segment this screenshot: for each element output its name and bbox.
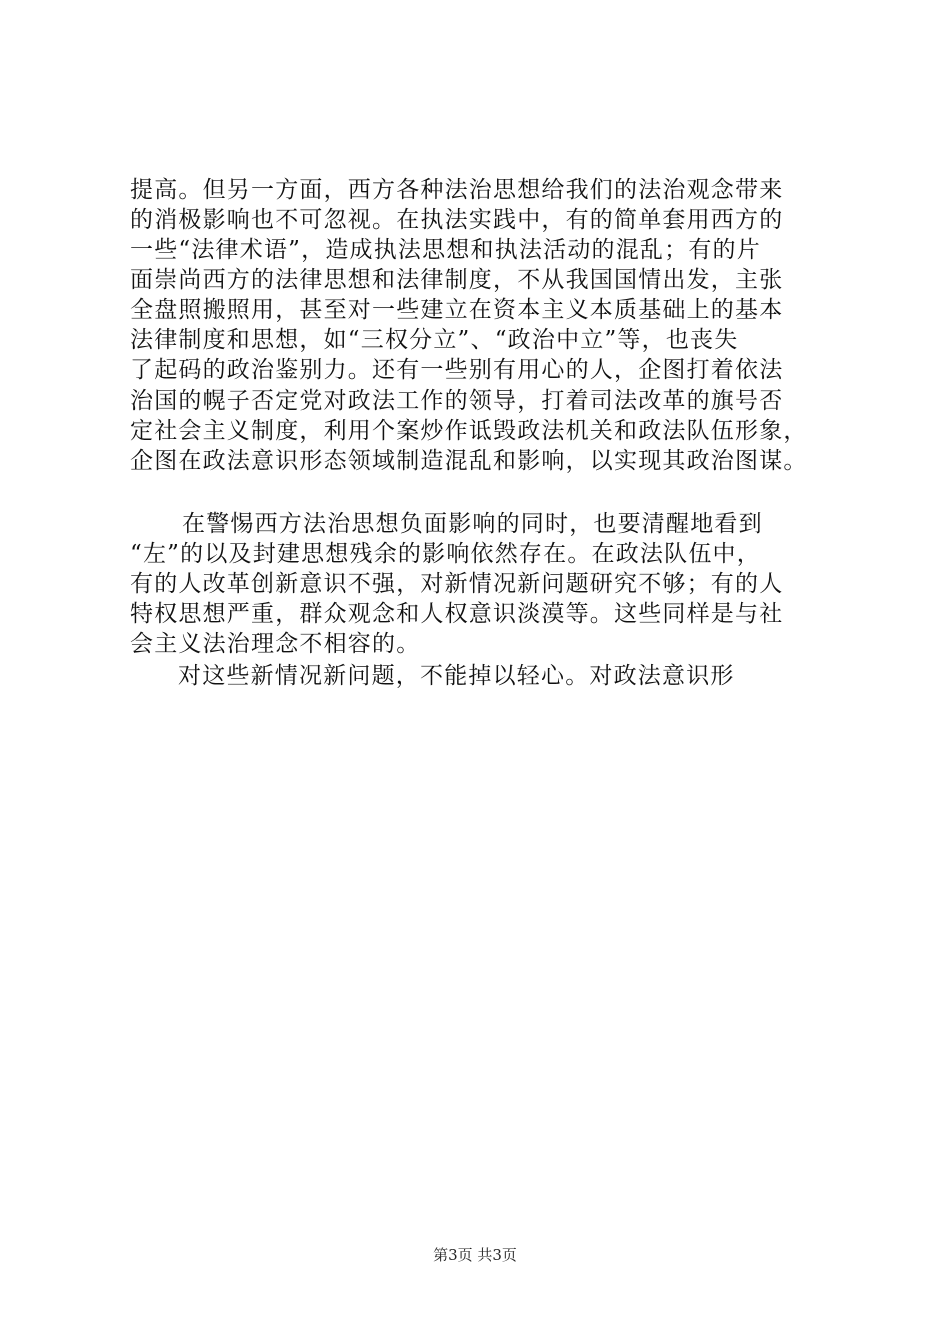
paragraph-line: 提高。但另一方面，西方各种法治思想给我们的法治观念带来 [130, 177, 784, 203]
paragraph-line: 会主义法治理念不相容的。 [130, 631, 421, 657]
paragraph-line: “左”的以及封建思想残余的影响依然存在。在政法队伍中， [130, 541, 761, 567]
paragraph-line: 了起码的政治鉴别力。还有一些别有用心的人，企图打着依法 [130, 357, 784, 383]
paragraph-line: 特权思想严重，群众观念和人权意识淡漠等。这些同样是与社 [130, 601, 784, 627]
paragraph-line: 治国的幌子否定党对政法工作的领导，打着司法改革的旗号否 [130, 388, 784, 414]
paragraph-line: 的消极影响也不可忽视。在执法实践中，有的简单套用西方的 [130, 207, 784, 233]
paragraph-line: 在警惕西方法治思想负面影响的同时，也要清醒地看到 [182, 511, 763, 537]
paragraph-line: 企图在政法意识形态领域制造混乱和影响，以实现其政治图谋。 [130, 448, 808, 474]
paragraph-line: 面崇尚西方的法律思想和法律制度，不从我国国情出发，主张 [130, 267, 784, 293]
paragraph-line: 法律制度和思想，如“三权分立”、“政治中立”等，也丧失 [130, 327, 739, 353]
page-footer: 第3页 共3页 [433, 1246, 517, 1264]
paragraph-line: 定社会主义制度，利用个案炒作诋毁政法机关和政法队伍形象， [130, 418, 808, 444]
paragraph-line: 有的人改革创新意识不强，对新情况新问题研究不够；有的人 [130, 571, 784, 597]
paragraph-line: 对这些新情况新问题，不能掉以轻心。对政法意识形 [178, 663, 735, 689]
paragraph-line: 全盘照搬照用，甚至对一些建立在资本主义本质基础上的基本 [130, 297, 784, 323]
paragraph-line: 一些“法律术语”，造成执法思想和执法活动的混乱；有的片 [130, 237, 761, 263]
